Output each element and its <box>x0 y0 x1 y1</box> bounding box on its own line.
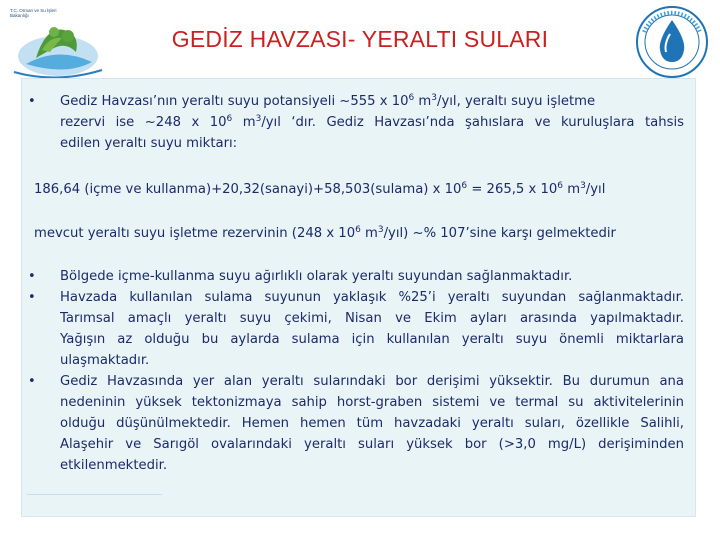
bullet-dot: • <box>28 269 36 284</box>
intro-line-2: rezervi ise ~248 x $10^6$ $m^3$/yıl ‘dır. Gediz Havzası’nda şahıslara ve kuruluşlara tahsis <box>60 114 684 130</box>
ministry-logo-text: T.C. Orman ve Su İşleri Bakanlığı <box>10 8 57 18</box>
bullet-line: nedeninin yüksek tektonizmaya sahip horst-graben sistemi ve termal su aktivitelerinin <box>60 395 684 410</box>
allocation-formula: 186,64 (içme ve kullanma)+20,32(sanayi)+58,503(sulama) x $10^6 = 265,5$ x $10^6$ $m^3$/yıl <box>34 181 606 197</box>
divider <box>27 494 162 495</box>
bullet-line: Yağışın az olduğu bu aylarda sulama için kullanılan yeraltı suyu önemli miktarlara <box>60 332 684 347</box>
bullet-dot: • <box>28 94 36 109</box>
bullet-dot: • <box>28 374 36 389</box>
page-title: GEDİZ HAVZASI- YERALTI SULARI <box>171 26 549 52</box>
bullet-line: Tarımsal amaçlı yeraltı suyu çekimi, Nisan ve Ekim ayları arasında yapılmaktadır. <box>60 311 684 326</box>
bullet-line: Bölgede içme-kullanma suyu ağırlıklı olarak yeraltı suyundan sağlanmaktadır. <box>60 269 573 284</box>
intro-line-1: Gediz Havzası’nın yeraltı suyu potansiyeli ~555 x $10^6$ $m^3$/yıl, yeraltı suyu işletme <box>60 93 596 109</box>
bullet-line: Havzada kullanılan sulama suyunun yaklaşık %25’i yeraltı suyundan sağlanmaktadır. <box>60 290 684 305</box>
bullet-line: olduğu düşünülmektedir. Hemen hemen tüm havzadaki yeraltı suları, özellikle Salihli, <box>60 416 684 431</box>
water-drop-logo <box>634 4 710 80</box>
intro-line-3: edilen yeraltı suyu miktarı: <box>60 136 238 151</box>
content-panel <box>21 78 696 517</box>
reserve-statement: mevcut yeraltı suyu işletme rezervinin (248 x $10^6$ $m^3/yıl$) ~% 107’sine karşı gelmektedir <box>34 225 616 241</box>
bullet-line: etkilenmektedir. <box>60 458 168 473</box>
bullet-line: ulaşmaktadır. <box>60 353 150 368</box>
bullet-line: Gediz Havzasında yer alan yeraltı sularındaki bor derişimi yüksektir. Bu durumun ana <box>60 374 684 389</box>
bullet-line: Alaşehir ve Sarıgöl ovalarındaki yeraltı suları yüksek bor (>3,0 mg/L) derişiminden <box>60 437 684 452</box>
bullet-dot: • <box>28 290 36 305</box>
water-drop-icon <box>634 4 710 80</box>
